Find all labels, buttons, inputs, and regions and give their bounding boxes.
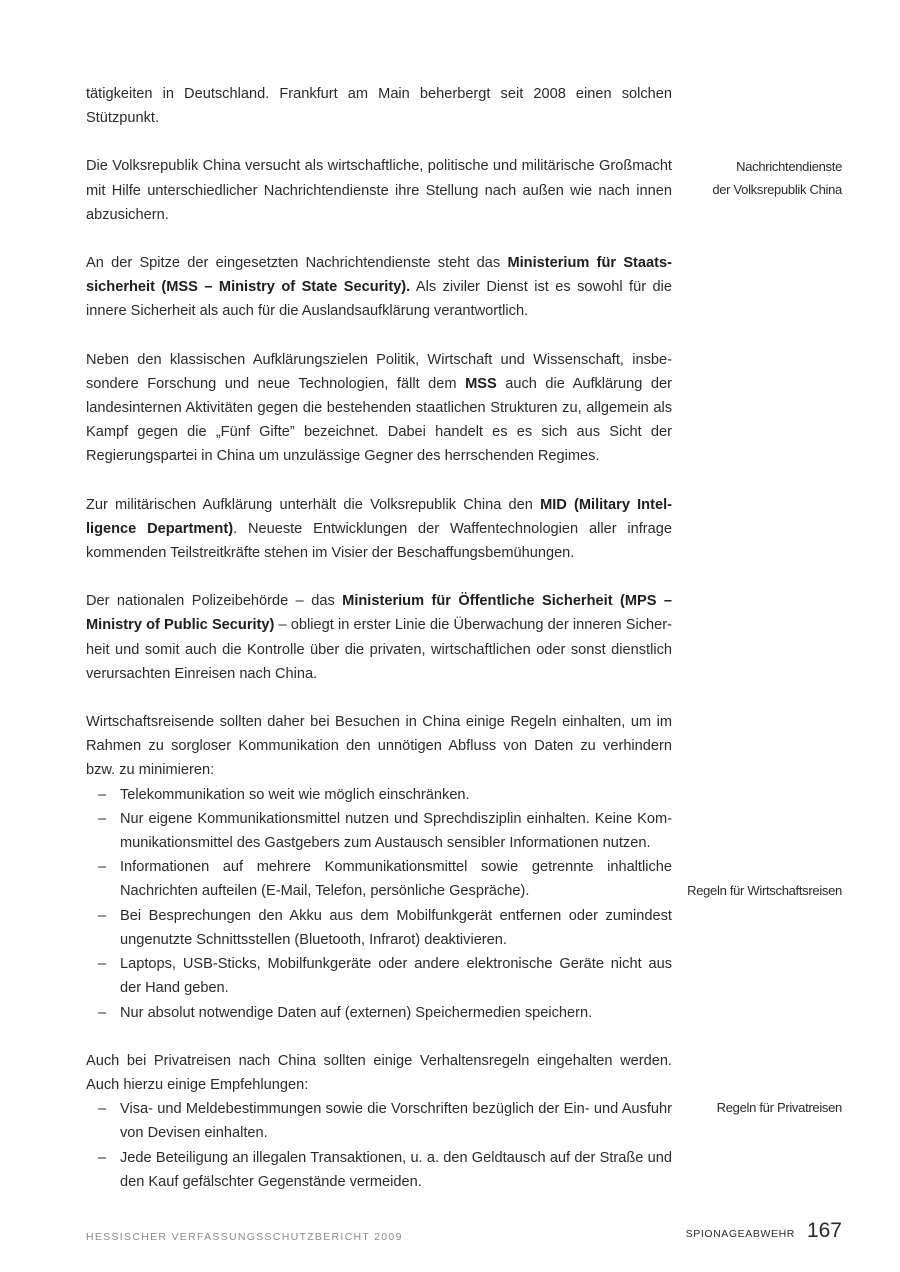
list-item: – Telekommunikation so weit wie möglich einschränken. — [86, 783, 672, 807]
paragraph-mss — [86, 251, 672, 324]
bold-term: MSS — [465, 375, 497, 392]
margin-note-private: Regeln für Privatreisen — [716, 1100, 842, 1115]
paragraph-mps — [86, 589, 672, 686]
list-item: – Informationen auf mehrere Kommunikationsmittel sowie getrennte inhaltliche Nachrichten aufteilen (E-Mail, Telefon, persönliche Gespräche). — [86, 855, 672, 903]
margin-note-line: der Volksrepublik China — [712, 182, 842, 197]
text: – obliegt in erster Linie die Überwachung der inneren Sicherheit und somit auch die Kontrolle über die privaten, wirtschaftlichen oder sonst dienstlich verursachten Einreisen nach China. — [86, 617, 672, 682]
text: Als ziviler Dienst ist es sowohl für die innere Sicherheit als auch für die Auslandsaufklärung verantwortlich. — [86, 279, 672, 320]
paragraph-business-intro: Wirtschaftsreisende sollten daher bei Besuchen in China einige Regeln einhalten, um im Rahmen zu sorgloser Kommunikation den unnötigen Abfluss von Daten zu verhindern bzw. zu minimieren: — [86, 714, 672, 779]
bold-term: Ministerium für Staatssicherheit (MSS – Ministry of State Security). — [86, 255, 672, 296]
list-item: – Nur absolut notwendige Daten auf (externen) Speichermedien speichern. — [86, 1001, 672, 1025]
margin-note-business: Regeln für Wirtschaftsreisen — [687, 883, 842, 898]
paragraph: tätigkeiten in Deutschland. Frankfurt am Main beherbergt seit 2008 einen solchen Stützpunkt. — [86, 86, 672, 127]
footer-publication-title: HESSISCHER VERFASSUNGSSCHUTZBERICHT 2009 — [86, 1231, 403, 1243]
bold-term: MID (Military Intelligence Department) — [86, 496, 672, 537]
text: Neben den klassischen Aufklärungszielen Politik, Wirtschaft und Wissenschaft, insbesondere Forschung und neue Technologien, fällt dem — [86, 351, 672, 392]
margin-note-line: Nachrichtendienste — [736, 159, 842, 174]
text: auch die Aufklärung der landesinternen Aktivitäten gegen die bestehenden staatlichen Strukturen zu, allgemein als Kampf gegen die „Fünf Gifte” bezeichnet. Dabei handelt es es sich aus Sicht der Regierungspartei in China um unzulässige Gegner des herrschenden Regimes. — [86, 375, 672, 465]
margin-note-china — [662, 155, 842, 201]
text: . Neueste Entwicklungen der Waffentechnologien aller infrage kommenden Teilstreitkräfte stehen im Visier der Beschaffungsbemühungen. — [86, 520, 672, 562]
private-rules-list — [86, 1097, 672, 1194]
text: Zur militärischen Aufklärung unterhält die Volksrepublik China den — [86, 496, 541, 513]
text: An der Spitze der eingesetzten Nachrichtendienste steht das — [86, 255, 508, 272]
paragraph-mss-goals — [86, 348, 672, 469]
footer-section-title: SPIONAGEABWEHR — [685, 1228, 795, 1240]
list-item: – Visa- und Meldebestimmungen sowie die Vorschriften bezüglich der Ein- und Ausfuhr von Devisen einhalten. — [86, 1097, 672, 1145]
business-rules-list — [86, 783, 672, 1025]
main-text-column — [86, 82, 672, 1218]
paragraph-private-intro: Auch bei Privatreisen nach China sollten einige Verhaltensregeln eingehalten werden. Auch hierzu einige Empfehlungen: — [86, 1052, 672, 1093]
paragraph-china-intelligence: Die Volksrepublik China versucht als wirtschaftliche, politische und militärische Großmacht mit Hilfe unterschiedlicher Nachrichtendienste ihre Stellung nach außen wie nach innen abzusichern. — [86, 158, 672, 223]
list-item: – Jede Beteiligung an illegalen Transaktionen, u. a. den Geldtausch auf der Straße und den Kauf gefälschter Gegenstände vermeiden. — [86, 1146, 672, 1194]
list-item: – Bei Besprechungen den Akku aus dem Mobilfunkgerät entfernen oder zumindest ungenutzte Schnittsstellen (Bluetooth, Infrarot) deaktivieren. — [86, 904, 672, 952]
page-number: 167 — [806, 1219, 842, 1242]
list-item: – Laptops, USB-Sticks, Mobilfunkgeräte oder andere elektronische Geräte nicht aus der Hand geben. — [86, 952, 672, 1000]
text: Der nationalen Polizeibehörde – das — [86, 593, 343, 610]
list-item: – Nur eigene Kommunikationsmittel nutzen und Sprechdisziplin einhalten. Keine Kommunikationsmittel des Gastgebers zum Austausch sensibler Informationen nutzen. — [86, 807, 672, 855]
paragraph-mid — [86, 493, 672, 566]
bold-term: Ministerium für Öffentliche Sicherheit (MPS – Ministry of Public Security) — [86, 593, 672, 634]
footer-right — [686, 1219, 842, 1243]
